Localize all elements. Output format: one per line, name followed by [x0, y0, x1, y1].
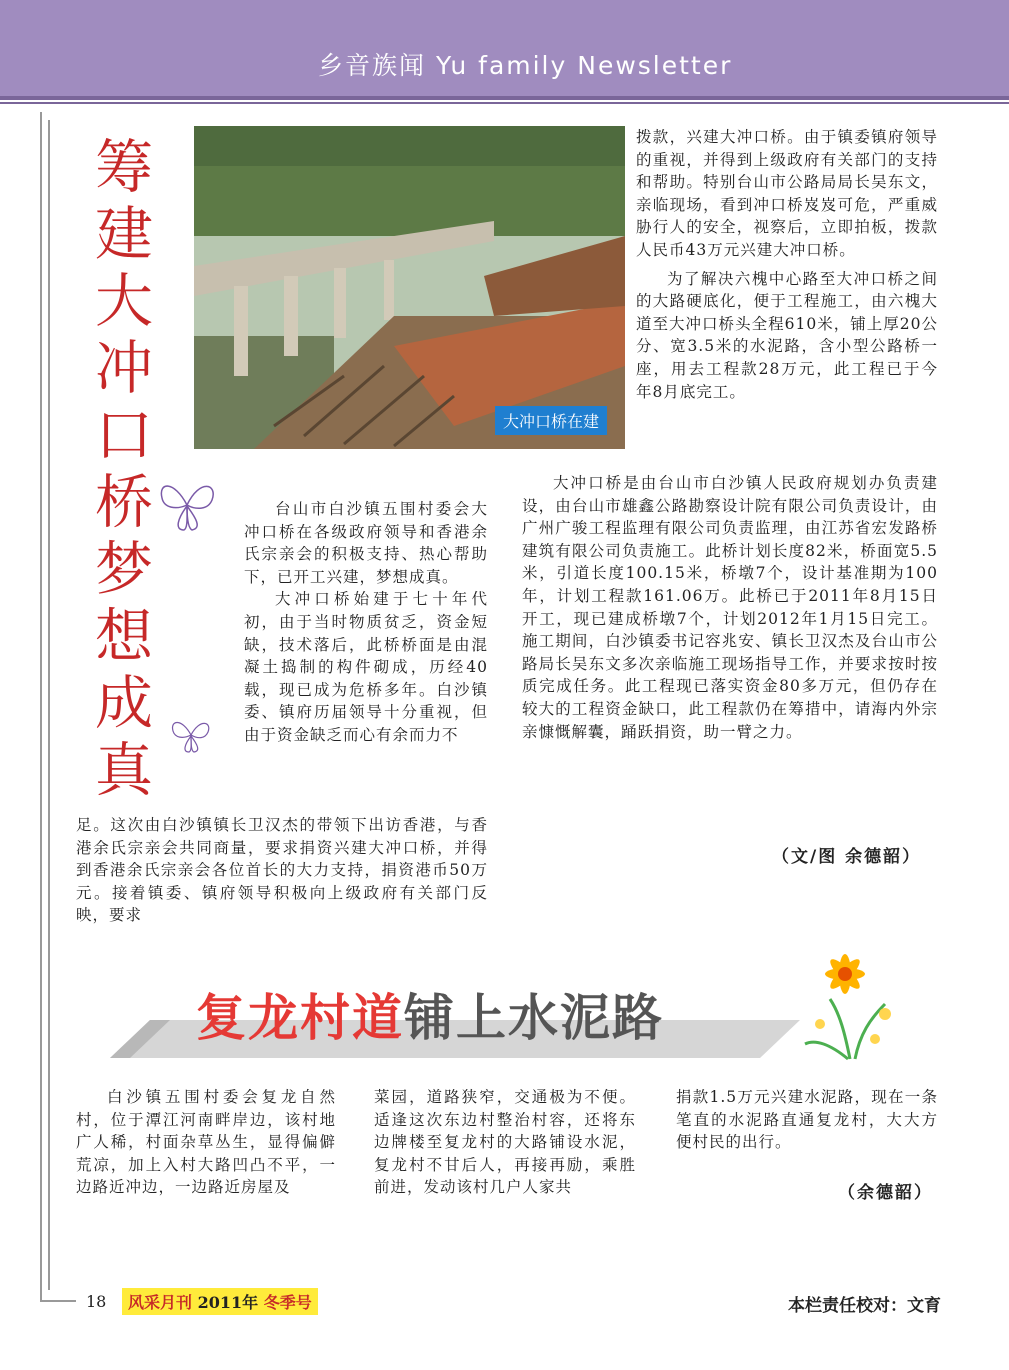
article1-right-column: [636, 126, 938, 403]
frame-left-outer: [40, 112, 42, 1302]
article1-byline: （文/图 余德韶）: [772, 847, 922, 867]
magazine-issue: 冬季号: [263, 1293, 312, 1312]
article1-title: [92, 134, 156, 804]
frame-left-inner: [48, 120, 50, 1290]
newsletter-title: 乡音族闻 Yu family Newsletter: [318, 51, 733, 80]
article2-paragraph: 捐款1.5万元兴建水泥路，现在一条笔直的水泥路直通复龙村，大大方便村民的出行。: [676, 1088, 938, 1152]
article2-title: [196, 978, 664, 1050]
editor-credit: 本栏责任校对：文育: [788, 1296, 941, 1316]
article1-left-column-lower: [76, 814, 488, 927]
magazine-label: [122, 1288, 318, 1315]
header-rule: [0, 102, 1009, 104]
page-header: [0, 0, 1009, 100]
article2-paragraph: 菜园，道路狭窄，交通极为不便。适逢这次东边村整治村容，还将东边牌楼至复龙村的大路铺设水泥，复龙村不甘后人，再接再励，乘胜前进，发动该村几户人家共: [374, 1088, 636, 1197]
article1-title-part2: 梦想成真: [94, 535, 153, 804]
article2-title-part2: 铺上水泥路: [404, 989, 664, 1047]
article1-paragraph: 大冲口桥是由台山市白沙镇人民政府规划办负责建设，由台山市雄鑫公路勘察设计院有限公司负责设计，由广州广骏工程监理有限公司负责监理，由江苏省宏发路桥建筑有限公司负责施工。此桥计划长度82米，桥面宽5.5米，引道长度100.15米，桥墩7个，设计基准期为100年，计划工程款161.06万。此桥已于2011年8月15日开工，现已建成桥墩7个，计划2012年1月15日完工。施工期间，白沙镇委书记容兆安、镇长卫汉杰及台山市公路局长吴东文多次亲临施工现场指导工作，并要求按时按质完成任务。此工程现已落实资金80多万元，但仍存在较大的工程资金缺口，此工程款仍在筹措中，请海内外宗亲慷慨解囊，踊跃捐资，助一臂之力。: [522, 474, 938, 741]
bridge-photo: [194, 126, 625, 449]
frame-bottom: [40, 1300, 76, 1302]
magazine-name: 风采月刊: [128, 1293, 193, 1312]
article1-paragraph: 为了解决六槐中心路至大冲口桥之间的大路硬底化，便于工程施工，由六槐大道至大冲口桥头全程610米，铺上厚20公分、宽3.5米的水泥路，含小型公路桥一座，用去工程款28万元，此工程已于今年8月底完工。: [636, 269, 938, 401]
article2-column-2: [374, 1086, 636, 1199]
article2-column-3: [676, 1086, 938, 1154]
butterfly-small-icon: [168, 712, 214, 758]
article1-title-part1: 筹建大冲口桥: [94, 133, 153, 536]
butterfly-icon: [154, 470, 220, 540]
page-number: 18: [86, 1292, 107, 1311]
photo-caption: 大冲口桥在建: [495, 406, 607, 435]
magazine-year: 2011年: [197, 1293, 259, 1312]
article1-left-column: [244, 498, 488, 747]
bridge-construction-image: [194, 126, 625, 449]
article2-byline: （余德韶）: [838, 1183, 933, 1203]
article1-paragraph: 拨款，兴建大冲口桥。由于镇委镇府领导的重视，并得到上级政府有关部门的支持和帮助。特别台山市公路局局长吴东文，亲临现场，看到冲口桥岌岌可危，严重威胁行人的安全，视察后，立即拍板，拨款人民币43万元兴建大冲口桥。: [636, 128, 938, 259]
article1-right-column-lower: [522, 472, 938, 743]
article2-paragraph: 白沙镇五围村委会复龙自然村，位于潭江河南畔岸边，该村地广人稀，村面杂草丛生，显得偏僻荒凉，加上入村大路凹凸不平，一边路近冲边，一边路近房屋及: [76, 1088, 336, 1197]
article1-paragraph: 足。这次由白沙镇镇长卫汉杰的带领下出访香港，与香港余氏宗亲会共同商量，要求捐资兴建大冲口桥，并得到香港余氏宗亲会各位首长的大力支持，捐资港币50万元。接着镇委、镇府领导积极向上级政府有关部门反映，要求: [76, 816, 488, 925]
article1-paragraph: 台山市白沙镇五围村委会大冲口桥在各级政府领导和香港余氏宗亲会的积极支持、热心帮助下，已开工兴建，梦想成真。: [244, 500, 488, 586]
article1-paragraph: 大冲口桥始建于七十年代初，由于当时物质贫乏，资金短缺，技术落后，此桥桥面是由混凝土捣制的构件砌成，历经40载，现已成为危桥多年。白沙镇委、镇府历届领导十分重视，但由于资金缺乏而心有余而力不: [244, 590, 488, 744]
article2-column-1: [76, 1086, 336, 1199]
article2-title-part1: 复龙村道: [196, 989, 404, 1047]
flower-icon: [800, 944, 910, 1064]
